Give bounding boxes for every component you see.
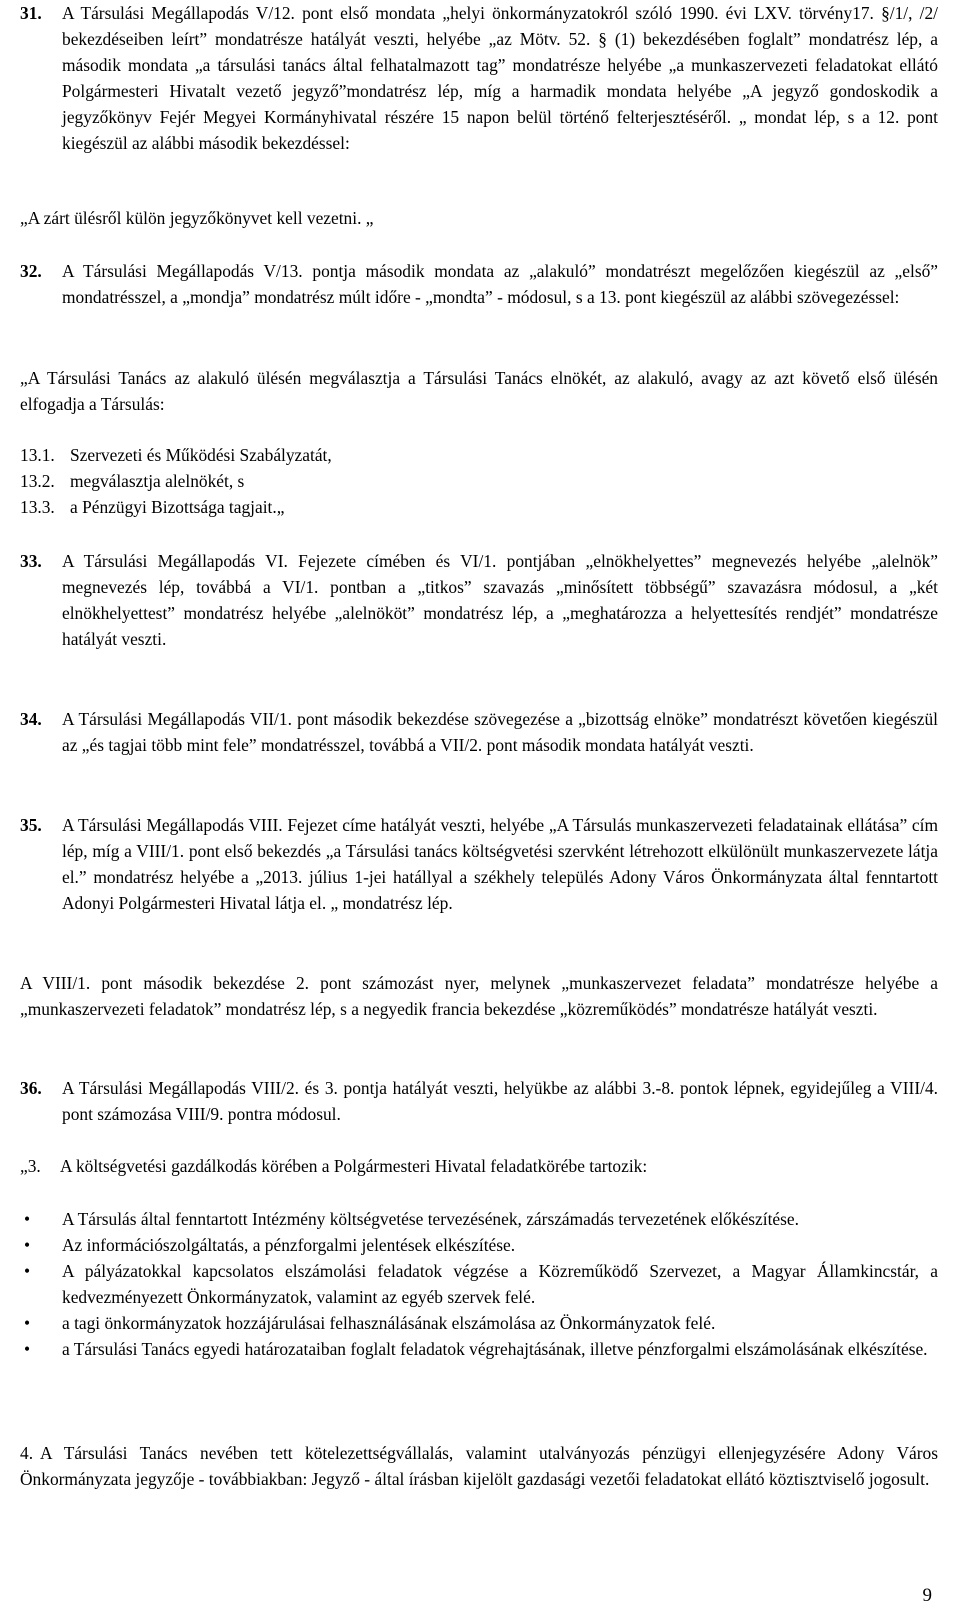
point-number: „3. [20, 1156, 41, 1176]
sub-item-text: Szervezeti és Működési Szabályzatát, [70, 445, 332, 465]
bullet-text: a Társulási Tanács egyedi határozataiban foglalt feladatok végrehajtásának, illetve pénzforgalmi elszámolásának elkészítése. [62, 1339, 928, 1359]
bullet-text: A Társulás által fenntartott Intézmény költségvetése tervezésének, zárszámadás tervezetének előkészítése. [62, 1209, 799, 1229]
point-number: 4. [20, 1443, 34, 1463]
bullet-icon: • [24, 1209, 31, 1229]
bullet-text: A pályázatokkal kapcsolatos elszámolási feladatok végzése a Közreműködő Szervezet, a Magyar Államkincstár, a kedvezményezett Önkormányzatok, valamint az egyéb szervek felé. [62, 1261, 938, 1307]
sub-item-text: a Pénzügyi Bizottsága tagjait.„ [70, 497, 285, 517]
bullet-text: a tagi önkormányzatok hozzájárulásai felhasználásának elszámolása az Önkormányzatok felé. [62, 1313, 716, 1333]
item-36 [20, 1075, 938, 1127]
bullet-icon: • [24, 1339, 31, 1359]
item-33 [20, 548, 938, 652]
item-text: A Társulási Megállapodás V/12. pont első mondata „helyi önkormányzatokról szóló 1990. évi LXV. törvény17. §/1/, /2/ bekezdéseiben leírt” mondatrésze hatályát veszti, helyébe „az Mötv. 52. § (1) bekezdésében foglalt” mondatrész lép, a második mondata „a társulási tanács által felhatalmazott tag” mondatrésze helyébe „a munkaszervezeti feladatokat ellátó Polgármesteri Hivatalt vezető jegyző”mondatrész lép, míg a harmadik mondata helyébe „A jegyző gondoskodik a jegyzőkönyv Fejér Megyei Kormányhivatal részére 15 napon belül történő felterjesztéséről. „ mondat lép, s a 12. pont kiegészül az alábbi második bekezdéssel: [62, 3, 938, 153]
bullet-text: Az információszolgáltatás, a pénzforgalmi jelentések elkészítése. [62, 1235, 516, 1255]
sub-item-number: 13.1. [20, 445, 55, 465]
item-34 [20, 706, 938, 758]
bullet-item [20, 1336, 938, 1362]
bullet-icon: • [24, 1235, 31, 1255]
item-text: A Társulási Megállapodás VI. Fejezete címében és VI/1. pontjában „elnökhelyettes” megnevezés helyébe „alelnök” megnevezés lép, továbbá a VI/1. pontban a „titkos” szavazás „minősített többségű” szavazásra módosul, a „két elnökhelyettest” mondatrész helyébe „alelnököt” mondatrész lép, a „meghatározza a helyettesítés rendjét” mondatrésze hatályát veszti. [62, 551, 938, 649]
paragraph-viii1: A VIII/1. pont második bekezdése 2. pont számozást nyer, melynek „munkaszervezet feladata” mondatrésze helyébe a „munkaszervezeti feladatok” mondatrész lép, s a negyedik francia bekezdése „közreműködés” mondatrésze hatályát veszti. [20, 973, 938, 1019]
item-text: A Társulási Megállapodás VIII. Fejezet címe hatályát veszti, helyébe „A Társulás munkaszervezeti feladatainak ellátása” cím lép, míg a VIII/1. pont első bekezdés „a Társulási tanács költségvetési szervként létrehozott elkülönült munkaszervezete látja el.” mondatrész helyébe a „2013. július 1-jei hatállyal a székhely település Adony Város Önkormányzata által fenntartott Adonyi Polgármesteri Hivatal látja el. „ mondatrész lép. [62, 815, 938, 913]
page-number: 9 [922, 1585, 932, 1606]
item-31 [20, 0, 938, 156]
bullet-icon: • [24, 1261, 31, 1281]
quote-inaugural: „A Társulási Tanács az alakuló ülésén megválasztja a Társulási Tanács elnökét, az alakuló, avagy az azt követő első ülésén elfogadja a Társulás: [20, 368, 938, 414]
bullet-item [20, 1258, 938, 1310]
point-4 [20, 1440, 938, 1492]
item-number: 32. [20, 261, 42, 281]
point-text: A Társulási Tanács nevében tett kötelezettségvállalás, valamint utalványozás pénzügyi ellenjegyzésére Adony Város Önkormányzata jegyzője - továbbiakban: Jegyző - által írásban kijelölt gazdasági vezetői feladatokat ellátó köztisztviselő jogosult. [20, 1443, 938, 1489]
quote-closed-session: „A zárt ülésről külön jegyzőkönyvet kell vezetni. „ [20, 208, 374, 228]
item-35 [20, 812, 938, 916]
sub-item-number: 13.3. [20, 497, 55, 517]
sub-item-text: megválasztja alelnökét, s [70, 471, 245, 491]
item-text: A Társulási Megállapodás VII/1. pont második bekezdése szövegezése a „bizottság elnöke” mondatrészt követően kiegészül az „és tagjai több mint fele” mondatrésszel, továbbá a VII/2. pont második mondata hatályát veszti. [62, 709, 938, 755]
item-text: A Társulási Megállapodás V/13. pontja második mondata az „alakuló” mondatrészt megelőzően kiegészül az „első” mondatrésszel, a „mondja” mondatrész múlt időre - „mondta” - módosul, s a 13. pont kiegészül az alábbi szövegezéssel: [62, 261, 938, 307]
point-3 [20, 1153, 938, 1179]
point-text: A költségvetési gazdálkodás körében a Polgármesteri Hivatal feladatkörébe tartozik: [60, 1156, 648, 1176]
sub-item [20, 494, 938, 520]
sub-item [20, 442, 938, 468]
item-number: 33. [20, 551, 42, 571]
bullet-item [20, 1206, 938, 1232]
item-text: A Társulási Megállapodás VIII/2. és 3. pontja hatályát veszti, helyükbe az alábbi 3.-8. pontok lépnek, egyidejűleg a VIII/4. pont számozása VIII/9. pontra módosul. [62, 1078, 938, 1124]
item-number: 34. [20, 709, 42, 729]
item-number: 36. [20, 1078, 42, 1098]
sub-item [20, 468, 938, 494]
item-number: 31. [20, 3, 42, 23]
bullet-item [20, 1310, 938, 1336]
item-number: 35. [20, 815, 42, 835]
bullet-item [20, 1232, 938, 1258]
sub-item-number: 13.2. [20, 471, 55, 491]
sub-item-list [20, 442, 938, 520]
item-32 [20, 258, 938, 310]
bullet-list [20, 1206, 938, 1362]
bullet-icon: • [24, 1313, 31, 1333]
